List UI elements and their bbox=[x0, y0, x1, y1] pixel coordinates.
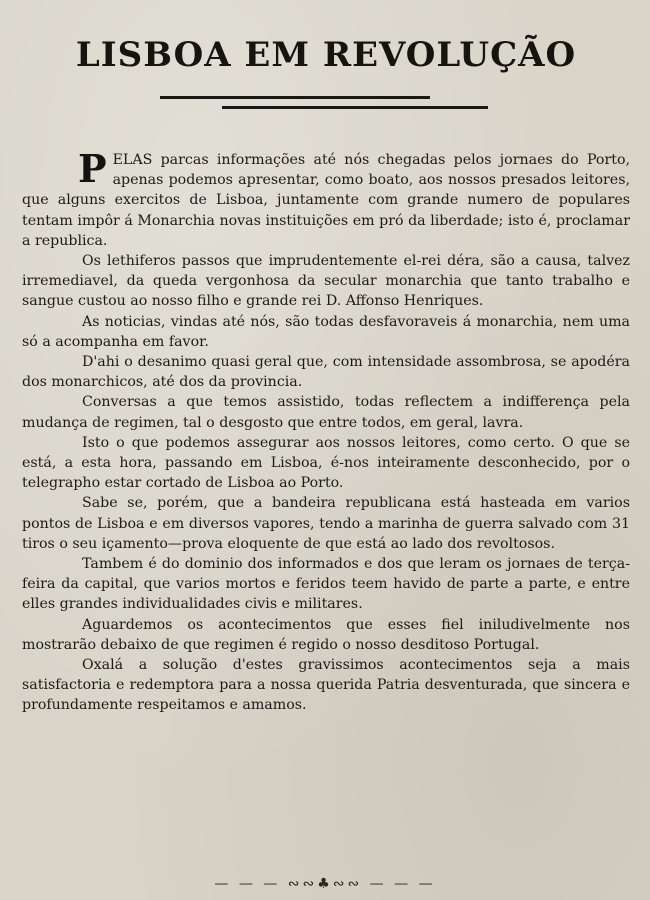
article-paragraph-2: Os lethiferos passos que imprudentemente el-rei déra, são a causa, talvez irremediavel, da queda vergonhosa da secular monarchia que tanto trabalho e sangue custou ao nosso filho e grande rei D. Affonso Henriques. bbox=[22, 253, 630, 310]
article-paragraph-4: D'ahi o desanimo quasi geral que, com intensidade assombrosa, se apodéra dos monarchicos, até dos da provincia. bbox=[22, 354, 630, 391]
title-rule-top bbox=[160, 96, 430, 99]
drop-cap: P bbox=[78, 146, 107, 191]
first-paragraph-text: ELAS parcas informações até nós chegadas pelos jornaes do Porto, apenas podemos apresentar, como boato, aos nossos presados leitores, que alguns exercitos de Lisboa, juntamente com grande numero de populares tentam impôr á Monarchia novas instituições em pró da liberdade; isto é, proclamar a republica. bbox=[22, 152, 630, 249]
headline: LISBOA EM REVOLUÇÃO bbox=[75, 35, 577, 75]
article-paragraph-6: Isto o que podemos assegurar aos nossos leitores, como certo. O que se está, a esta hora, passando em Lisboa, é-nos inteiramente desconhecido, por o telegrapho estar cortado de Lisboa ao Porto. bbox=[22, 434, 630, 492]
article-paragraph-3: As noticias, vindas até nós, são todas desfavoraveis á monarchia, nem uma só a acompanha em favor. bbox=[22, 313, 630, 350]
article-paragraph-1 bbox=[22, 146, 630, 251]
footer-ornament: — — — ∾∾♣∾∾ — — — bbox=[214, 876, 436, 892]
article-body bbox=[22, 146, 630, 716]
article-paragraph-5: Conversas a que temos assistido, todas reflectem a indifferença pela mudança de regimen, tal o desgosto que entre todos, em geral, lavra. bbox=[22, 394, 630, 431]
title-rule-bottom bbox=[222, 106, 488, 109]
article-paragraph-7: Sabe se, porém, que a bandeira republicana está hasteada em varios pontos de Lisboa e em diversos vapores, tendo a marinha de guerra salvado com 31 tiros o seu içamento—prova eloquente de que está ao lado dos revoltosos. bbox=[22, 495, 630, 552]
article-paragraph-10: Oxalá a solução d'estes gravissimos acontecimentos seja a mais satisfactoria e redemptora para a nossa querida Patria desventurada, que sincera e profundamente respeitamos e amamos. bbox=[22, 657, 630, 714]
article-paragraph-9: Aguardemos os acontecimentos que esses fiel iniludivelmente nos mostrarão debaixo de que regimen é regido o nosso desditoso Portugal. bbox=[22, 616, 630, 653]
article-paragraph-8: Tambem é do dominio dos informados e dos que leram os jornaes de terça-feira da capital, que varios mortos e feridos teem havido de parte a parte, e entre elles grandes individualidades civis e militares. bbox=[22, 556, 630, 613]
